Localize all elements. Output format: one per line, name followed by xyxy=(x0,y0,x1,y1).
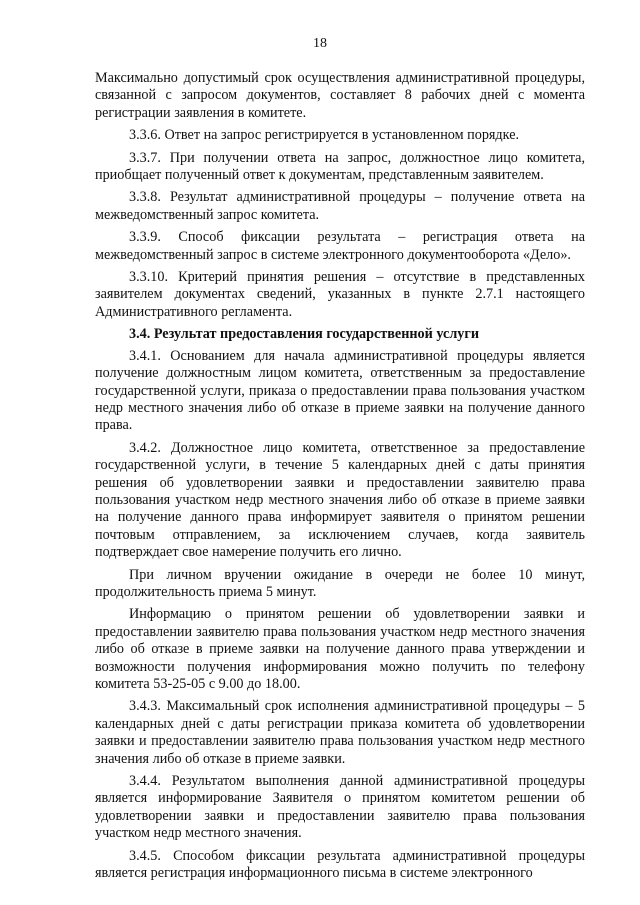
document-body xyxy=(95,70,585,887)
paragraph: Максимально допустимый срок осуществления административной процедуры, связанной с запросом документов, составляет 8 рабочих дней с момента регистрации заявления в комитете. xyxy=(95,70,585,121)
paragraph: 3.4.2. Должностное лицо комитета, ответственное за предоставление государственной услуги, в течение 5 календарных дней с даты принятия решения об удовлетворении заявки и предоставлении заявителю права пользования участком недр местного значения либо об отказе в приеме заявки на получение данного права информирует заявителя о принятом решении почтовым отправлением, за исключением случаев, когда заявитель подтверждает свое намерение получить его лично. xyxy=(95,439,585,561)
section-heading: 3.4. Результат предоставления государственной услуги xyxy=(129,326,480,343)
paragraph: 3.4.3. Максимальный срок исполнения административной процедуры – 5 календарных дней с даты регистрации приказа комитета об удовлетворении заявки и предоставлении заявителю права пользования участком недр местного значения либо об отказе в приеме заявки. xyxy=(95,698,585,767)
paragraph: 3.3.8. Результат административной процедуры – получение ответа на межведомственный запрос комитета. xyxy=(95,189,585,223)
paragraph: 3.3.10. Критерий принятия решения – отсутствие в представленных заявителем документах сведений, указанных в пункте 2.7.1 настоящего Административного регламента. xyxy=(95,269,585,320)
paragraph: 3.3.6. Ответ на запрос регистрируется в установленном порядке. xyxy=(129,127,520,144)
paragraph: 3.3.7. При получении ответа на запрос, должностное лицо комитета, приобщает полученный ответ к документам, представленным заявителем. xyxy=(95,149,585,184)
paragraph: 3.3.9. Способ фиксации результата – регистрация ответа на межведомственный запрос в системе электронного документооборота «Дело». xyxy=(95,229,585,263)
paragraph: 3.4.5. Способом фиксации результата административной процедуры является регистрация информационного письма в системе электронного xyxy=(95,847,585,882)
paragraph: При личном вручении ожидание в очереди не более 10 минут, продолжительность приема 5 минут. xyxy=(95,566,585,600)
paragraph: 3.4.4. Результатом выполнения данной административной процедуры является информирование Заявителя о принятом комитетом решении об удовлетворении заявки и предоставлении заявителю права пользования участком недр местного значения. xyxy=(95,773,585,842)
page-number: 18 xyxy=(313,36,327,51)
paragraph: Информацию о принятом решении об удовлетворении заявки и предоставлении заявителю права пользования участком недр местного значения либо об отказе в приеме заявки на получение данного права утверждении и возможности получения информирования можно получить по телефону комитета 53-25-05 с 9.00 до 18.00. xyxy=(95,606,585,692)
paragraph: 3.4.1. Основанием для начала административной процедуры является получение должностным лицом комитета, ответственным за предоставление государственной услуги, приказа о предоставлении права пользования участком недр местного значения либо об отказе в приеме заявки на получение данного права. xyxy=(95,347,585,434)
